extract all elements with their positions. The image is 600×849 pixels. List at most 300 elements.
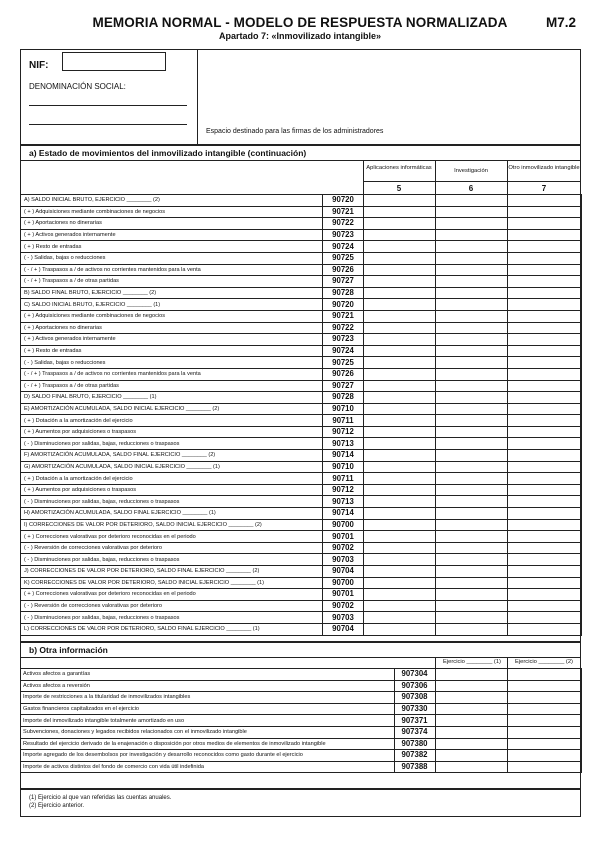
movement-row (21, 415, 582, 427)
row-label: ( + ) Aumentos por adquisiciones o traspasos (21, 484, 323, 496)
b-head-divider-0 (435, 657, 436, 668)
row-code: 907308 (394, 692, 435, 704)
row-label: ( + ) Activos generados internamente (21, 229, 323, 241)
value-cell-aplicaciones[interactable] (364, 589, 436, 601)
row-code: 90711 (323, 415, 364, 427)
value-cell-investigacion[interactable] (436, 252, 508, 264)
row-code: 90713 (323, 438, 364, 450)
other-info-row (20, 726, 581, 738)
value-cell-otro[interactable] (508, 623, 582, 635)
value-cell-investigacion[interactable] (436, 206, 508, 218)
value-cell-aplicaciones[interactable] (364, 287, 436, 299)
row-code: 90725 (323, 357, 364, 369)
row-label: ( - ) Disminuciones por salidas, bajas, reducciones o traspasos (21, 554, 323, 566)
value-cell-otro[interactable] (508, 357, 582, 369)
value-cell-investigacion[interactable] (436, 287, 508, 299)
value-cell-ejercicio-1[interactable] (435, 715, 507, 727)
row-code: 90720 (323, 299, 364, 311)
value-cell-aplicaciones[interactable] (364, 403, 436, 415)
value-cell-investigacion[interactable] (436, 345, 508, 357)
col-head-investigacion: Investigación (454, 168, 488, 174)
value-cell-otro[interactable] (508, 276, 582, 288)
row-code: 90723 (323, 334, 364, 346)
value-cell-investigacion[interactable] (436, 450, 508, 462)
page-title: MEMORIA NORMAL - MODELO DE RESPUESTA NORMALIZADA (92, 15, 508, 30)
value-cell-investigacion[interactable] (436, 229, 508, 241)
row-label: ( - / + ) Traspasos a / de activos no corrientes mantenidos para la venta (21, 264, 323, 276)
movement-row (21, 438, 582, 450)
value-cell-ejercicio-2[interactable] (507, 726, 581, 738)
section-a-title-rule (20, 160, 581, 161)
row-label: ( - / + ) Traspasos a / de activos no corrientes mantenidos para la venta (21, 368, 323, 380)
b-col-ejercicio-1: Ejercicio ________ (1) (442, 659, 501, 665)
row-label: Importe del inmovilizado intangible totalmente amortizado en uso (20, 715, 394, 727)
movement-row (21, 589, 582, 601)
value-cell-otro[interactable] (508, 380, 582, 392)
row-code: 90704 (323, 566, 364, 578)
value-cell-otro[interactable] (508, 612, 582, 624)
value-cell-investigacion[interactable] (436, 577, 508, 589)
row-code: 907330 (394, 703, 435, 715)
row-code: 90713 (323, 496, 364, 508)
row-label: Activos afectos a reversión (20, 680, 394, 692)
value-cell-otro[interactable] (508, 218, 582, 230)
row-label: J) CORRECCIONES DE VALOR POR DETERIORO, SALDO FINAL EJERCICIO ________ (2) (21, 566, 323, 578)
denominacion-line-1[interactable] (29, 105, 187, 106)
denominacion-label: DENOMINACIÓN SOCIAL: (29, 82, 126, 91)
value-cell-otro[interactable] (508, 287, 582, 299)
value-cell-investigacion[interactable] (436, 542, 508, 554)
denominacion-line-2[interactable] (29, 124, 187, 125)
row-label: G) AMORTIZACIÓN ACUMULADA, SALDO INICIAL EJERCICIO ________ (1) (21, 461, 323, 473)
b-head-divider-1 (507, 657, 508, 668)
row-label: E) AMORTIZACIÓN ACUMULADA, SALDO INICIAL EJERCICIO ________ (2) (21, 403, 323, 415)
row-code: 90700 (323, 577, 364, 589)
row-label: ( + ) Adquisiciones mediante combinaciones de negocios (21, 310, 323, 322)
value-cell-aplicaciones[interactable] (364, 241, 436, 253)
movement-row (21, 392, 582, 404)
movement-row (21, 508, 582, 520)
row-label: A) SALDO INICIAL BRUTO, EJERCICIO ________ (2) (21, 195, 323, 207)
row-label: ( + ) Aumentos por adquisiciones o traspasos (21, 426, 323, 438)
value-cell-otro[interactable] (508, 473, 582, 485)
value-cell-aplicaciones[interactable] (364, 623, 436, 635)
col-head-rule (363, 181, 581, 182)
movement-row (21, 252, 582, 264)
value-cell-ejercicio-2[interactable] (507, 692, 581, 704)
value-cell-aplicaciones[interactable] (364, 195, 436, 207)
other-info-row (20, 738, 581, 750)
value-cell-aplicaciones[interactable] (364, 380, 436, 392)
value-cell-ejercicio-2[interactable] (507, 738, 581, 750)
value-cell-otro[interactable] (508, 519, 582, 531)
value-cell-aplicaciones[interactable] (364, 426, 436, 438)
value-cell-otro[interactable] (508, 264, 582, 276)
row-code: 90727 (323, 380, 364, 392)
row-code: 90712 (323, 426, 364, 438)
value-cell-aplicaciones[interactable] (364, 612, 436, 624)
row-code: 90728 (323, 287, 364, 299)
row-label: H) AMORTIZACIÓN ACUMULADA, SALDO FINAL EJERCICIO ________ (1) (21, 508, 323, 520)
value-cell-investigacion[interactable] (436, 403, 508, 415)
row-code: 90721 (323, 206, 364, 218)
value-cell-otro[interactable] (508, 542, 582, 554)
value-cell-otro[interactable] (508, 252, 582, 264)
value-cell-investigacion[interactable] (436, 310, 508, 322)
row-label: Importe de restricciones a la titularidad de inmovilizados intangibles (20, 692, 394, 704)
form-code: M7.2 (546, 15, 577, 30)
value-cell-otro[interactable] (508, 195, 582, 207)
row-code: 90702 (323, 600, 364, 612)
movement-row (21, 357, 582, 369)
row-label: D) SALDO FINAL BRUTO, EJERCICIO ________ (1) (21, 392, 323, 404)
value-cell-otro[interactable] (508, 438, 582, 450)
value-cell-aplicaciones[interactable] (364, 542, 436, 554)
movement-row (21, 287, 582, 299)
value-cell-ejercicio-2[interactable] (507, 680, 581, 692)
col-head-otro: Otro inmovilizado intangible (508, 165, 580, 171)
col-num-6: 6 (468, 184, 474, 193)
value-cell-aplicaciones[interactable] (364, 368, 436, 380)
row-code: 90701 (323, 589, 364, 601)
value-cell-ejercicio-1[interactable] (435, 750, 507, 762)
value-cell-otro[interactable] (508, 577, 582, 589)
value-cell-otro[interactable] (508, 345, 582, 357)
value-cell-otro[interactable] (508, 415, 582, 427)
value-cell-aplicaciones[interactable] (364, 496, 436, 508)
other-info-row (20, 680, 581, 692)
value-cell-ejercicio-2[interactable] (507, 703, 581, 715)
other-info-row (20, 750, 581, 762)
row-label: ( - ) Reversión de correcciones valorativas por deterioro (21, 542, 323, 554)
value-cell-investigacion[interactable] (436, 380, 508, 392)
value-cell-ejercicio-2[interactable] (507, 715, 581, 727)
movement-row (21, 542, 582, 554)
section-b-title: b) Otra información (29, 645, 108, 655)
value-cell-otro[interactable] (508, 508, 582, 520)
row-code: 90700 (323, 519, 364, 531)
other-info-row (20, 669, 581, 681)
row-label: Importe agregado de los desembolsos por investigación y desarrollo reconocidos como gasto durante el ejercicio (20, 750, 394, 762)
value-cell-ejercicio-1[interactable] (435, 726, 507, 738)
footnotes-box (20, 789, 581, 817)
other-info-row (20, 692, 581, 704)
row-label: Subvenciones, donaciones y legados recibidos relacionados con el inmovilizado intangible (20, 726, 394, 738)
value-cell-aplicaciones[interactable] (364, 345, 436, 357)
other-info-row (20, 761, 581, 773)
movement-row (21, 195, 582, 207)
value-cell-aplicaciones[interactable] (364, 310, 436, 322)
row-label: ( - ) Disminuciones por salidas, bajas, reducciones o traspasos (21, 612, 323, 624)
row-code: 90724 (323, 345, 364, 357)
row-label: ( + ) Dotación a la amortización del ejercicio (21, 473, 323, 485)
row-label: F) AMORTIZACIÓN ACUMULADA, SALDO FINAL EJERCICIO ________ (2) (21, 450, 323, 462)
movement-row (21, 229, 582, 241)
value-cell-ejercicio-1[interactable] (435, 669, 507, 681)
value-cell-aplicaciones[interactable] (364, 264, 436, 276)
movement-row (21, 380, 582, 392)
value-cell-investigacion[interactable] (436, 276, 508, 288)
row-code: 90710 (323, 461, 364, 473)
row-code: 907374 (394, 726, 435, 738)
value-cell-otro[interactable] (508, 566, 582, 578)
movement-row (21, 612, 582, 624)
value-cell-otro[interactable] (508, 310, 582, 322)
value-cell-aplicaciones[interactable] (364, 577, 436, 589)
movement-row (21, 322, 582, 334)
value-cell-aplicaciones[interactable] (364, 322, 436, 334)
value-cell-aplicaciones[interactable] (364, 392, 436, 404)
row-label: I) CORRECCIONES DE VALOR POR DETERIORO, SALDO INICIAL EJERCICIO ________ (2) (21, 519, 323, 531)
row-label: ( + ) Resto de entradas (21, 345, 323, 357)
value-cell-aplicaciones[interactable] (364, 600, 436, 612)
nif-label: NIF: (29, 60, 49, 71)
value-cell-investigacion[interactable] (436, 334, 508, 346)
movement-row (21, 403, 582, 415)
col-head-aplicaciones: Aplicaciones informáticas (366, 165, 432, 171)
row-label: Activos afectos a garantías (20, 669, 394, 681)
row-label: C) SALDO INICIAL BRUTO, EJERCICIO ________ (1) (21, 299, 323, 311)
row-label: B) SALDO FINAL BRUTO, EJERCICIO ________ (2) (21, 287, 323, 299)
row-code: 90714 (323, 508, 364, 520)
row-label: K) CORRECCIONES DE VALOR POR DETERIORO, SALDO INICIAL EJERCICIO ________ (1) (21, 577, 323, 589)
row-label: Resultado del ejercicio derivado de la enajenación o disposición por otros medios de elementos de inmovilizado intangible (20, 738, 394, 750)
value-cell-ejercicio-1[interactable] (435, 692, 507, 704)
row-code: 907304 (394, 669, 435, 681)
value-cell-otro[interactable] (508, 229, 582, 241)
value-cell-aplicaciones[interactable] (364, 566, 436, 578)
movement-row (21, 299, 582, 311)
movement-row (21, 519, 582, 531)
row-code: 90721 (323, 310, 364, 322)
value-cell-aplicaciones[interactable] (364, 276, 436, 288)
footnote-2: (2) Ejercicio anterior. (29, 803, 85, 809)
movement-row (21, 241, 582, 253)
row-code: 907382 (394, 750, 435, 762)
movement-row (21, 310, 582, 322)
value-cell-investigacion[interactable] (436, 264, 508, 276)
value-cell-aplicaciones[interactable] (364, 218, 436, 230)
value-cell-aplicaciones[interactable] (364, 438, 436, 450)
value-cell-investigacion[interactable] (436, 600, 508, 612)
value-cell-investigacion[interactable] (436, 612, 508, 624)
row-label: ( + ) Activos generados internamente (21, 334, 323, 346)
row-code: 907380 (394, 738, 435, 750)
value-cell-otro[interactable] (508, 484, 582, 496)
movement-row (21, 426, 582, 438)
other-info-table (20, 668, 582, 773)
value-cell-otro[interactable] (508, 531, 582, 543)
value-cell-aplicaciones[interactable] (364, 229, 436, 241)
row-code: 90701 (323, 531, 364, 543)
value-cell-otro[interactable] (508, 241, 582, 253)
value-cell-investigacion[interactable] (436, 299, 508, 311)
movement-row (21, 461, 582, 473)
value-cell-otro[interactable] (508, 206, 582, 218)
value-cell-otro[interactable] (508, 496, 582, 508)
value-cell-aplicaciones[interactable] (364, 531, 436, 543)
value-cell-investigacion[interactable] (436, 473, 508, 485)
row-label: ( + ) Adquisiciones mediante combinaciones de negocios (21, 206, 323, 218)
row-code: 90703 (323, 554, 364, 566)
value-cell-investigacion[interactable] (436, 589, 508, 601)
value-cell-ejercicio-1[interactable] (435, 680, 507, 692)
value-cell-otro[interactable] (508, 600, 582, 612)
row-code: 90722 (323, 218, 364, 230)
value-cell-investigacion[interactable] (436, 623, 508, 635)
value-cell-ejercicio-2[interactable] (507, 750, 581, 762)
value-cell-aplicaciones[interactable] (364, 554, 436, 566)
row-label: Importe de activos distintos del fondo de comercio con vida útil indefinida (20, 761, 394, 773)
movement-row (21, 345, 582, 357)
value-cell-investigacion[interactable] (436, 438, 508, 450)
row-label: ( - / + ) Traspasos a / de otras partidas (21, 276, 323, 288)
value-cell-investigacion[interactable] (436, 484, 508, 496)
value-cell-otro[interactable] (508, 450, 582, 462)
row-label: ( + ) Correcciones valorativas por deterioro reconocidas en el periodo (21, 589, 323, 601)
value-cell-investigacion[interactable] (436, 554, 508, 566)
row-code: 90720 (323, 195, 364, 207)
row-code: 90728 (323, 392, 364, 404)
movement-row (21, 368, 582, 380)
row-code: 90714 (323, 450, 364, 462)
row-code: 90722 (323, 322, 364, 334)
value-cell-aplicaciones[interactable] (364, 299, 436, 311)
movement-row (21, 334, 582, 346)
value-cell-otro[interactable] (508, 368, 582, 380)
value-cell-otro[interactable] (508, 392, 582, 404)
b-col-ejercicio-2: Ejercicio ________ (2) (514, 659, 573, 665)
value-cell-investigacion[interactable] (436, 566, 508, 578)
row-label: L) CORRECCIONES DE VALOR POR DETERIORO, SALDO FINAL EJERCICIO ________ (1) (21, 623, 323, 635)
value-cell-investigacion[interactable] (436, 195, 508, 207)
firmas-text: Espacio destinado para las firmas de los administradores (206, 128, 384, 135)
value-cell-otro[interactable] (508, 299, 582, 311)
value-cell-investigacion[interactable] (436, 392, 508, 404)
movement-row (21, 450, 582, 462)
value-cell-investigacion[interactable] (436, 531, 508, 543)
row-label: ( + ) Resto de entradas (21, 241, 323, 253)
row-code: 90711 (323, 473, 364, 485)
col-num-7: 7 (541, 184, 547, 193)
value-cell-investigacion[interactable] (436, 426, 508, 438)
value-cell-investigacion[interactable] (436, 368, 508, 380)
row-code: 90703 (323, 612, 364, 624)
value-cell-investigacion[interactable] (436, 508, 508, 520)
movement-row (21, 554, 582, 566)
row-code: 90723 (323, 229, 364, 241)
row-code: 90727 (323, 276, 364, 288)
value-cell-ejercicio-1[interactable] (435, 703, 507, 715)
page-subtitle: Apartado 7: «Inmovilizado intangible» (218, 31, 382, 41)
movement-row (21, 473, 582, 485)
value-cell-aplicaciones[interactable] (364, 473, 436, 485)
row-label: ( + ) Dotación a la amortización del ejercicio (21, 415, 323, 427)
value-cell-investigacion[interactable] (436, 357, 508, 369)
col-num-5: 5 (396, 184, 402, 193)
value-cell-aplicaciones[interactable] (364, 484, 436, 496)
value-cell-investigacion[interactable] (436, 461, 508, 473)
row-code: 90702 (323, 542, 364, 554)
value-cell-investigacion[interactable] (436, 519, 508, 531)
value-cell-aplicaciones[interactable] (364, 450, 436, 462)
value-cell-aplicaciones[interactable] (364, 519, 436, 531)
value-cell-otro[interactable] (508, 334, 582, 346)
movement-row (21, 484, 582, 496)
movement-row (21, 496, 582, 508)
value-cell-aplicaciones[interactable] (364, 357, 436, 369)
value-cell-aplicaciones[interactable] (364, 461, 436, 473)
movement-row (21, 264, 582, 276)
movement-row (21, 577, 582, 589)
row-label: ( - ) Disminuciones por salidas, bajas, reducciones o traspasos (21, 496, 323, 508)
row-code: 90725 (323, 252, 364, 264)
value-cell-ejercicio-1[interactable] (435, 761, 507, 773)
row-code: 907388 (394, 761, 435, 773)
value-cell-ejercicio-1[interactable] (435, 738, 507, 750)
row-label: ( - ) Salidas, bajas o reducciones (21, 252, 323, 264)
movement-row (21, 566, 582, 578)
row-label: Gastos financieros capitalizados en el ejercicio (20, 703, 394, 715)
row-label: ( - ) Reversión de correcciones valorativas por deterioro (21, 600, 323, 612)
movement-row (21, 531, 582, 543)
row-code: 90704 (323, 623, 364, 635)
movement-row (21, 600, 582, 612)
row-label: ( + ) Aportaciones no dinerarias (21, 218, 323, 230)
value-cell-investigacion[interactable] (436, 496, 508, 508)
row-label: ( + ) Aportaciones no dinerarias (21, 322, 323, 334)
movement-row (21, 623, 582, 635)
row-label: ( - ) Salidas, bajas o reducciones (21, 357, 323, 369)
value-cell-otro[interactable] (508, 461, 582, 473)
value-cell-otro[interactable] (508, 589, 582, 601)
value-cell-otro[interactable] (508, 426, 582, 438)
value-cell-otro[interactable] (508, 322, 582, 334)
row-code: 90726 (323, 264, 364, 276)
row-label: ( - ) Disminuciones por salidas, bajas, reducciones o traspasos (21, 438, 323, 450)
value-cell-aplicaciones[interactable] (364, 508, 436, 520)
row-label: ( + ) Correcciones valorativas por deterioro reconocidas en el periodo (21, 531, 323, 543)
value-cell-ejercicio-2[interactable] (507, 761, 581, 773)
row-code: 90710 (323, 403, 364, 415)
row-code: 907371 (394, 715, 435, 727)
value-cell-aplicaciones[interactable] (364, 206, 436, 218)
movement-row (21, 276, 582, 288)
value-cell-investigacion[interactable] (436, 415, 508, 427)
row-code: 90726 (323, 368, 364, 380)
movement-row (21, 218, 582, 230)
value-cell-otro[interactable] (508, 403, 582, 415)
value-cell-investigacion[interactable] (436, 322, 508, 334)
value-cell-aplicaciones[interactable] (364, 252, 436, 264)
row-code: 90724 (323, 241, 364, 253)
row-code: 90712 (323, 484, 364, 496)
value-cell-investigacion[interactable] (436, 218, 508, 230)
value-cell-aplicaciones[interactable] (364, 334, 436, 346)
movements-table (20, 194, 582, 636)
movement-row (21, 206, 582, 218)
section-b-title-rule (20, 657, 581, 658)
value-cell-investigacion[interactable] (436, 241, 508, 253)
other-info-row (20, 715, 581, 727)
section-a-title: a) Estado de movimientos del inmovilizado intangible (continuación) (29, 148, 307, 158)
value-cell-ejercicio-2[interactable] (507, 669, 581, 681)
value-cell-aplicaciones[interactable] (364, 415, 436, 427)
nif-field[interactable] (62, 52, 166, 71)
id-divider (197, 49, 198, 145)
value-cell-otro[interactable] (508, 554, 582, 566)
footnote-1: (1) Ejercicio al que van referidas las cuentas anuales. (29, 795, 172, 801)
